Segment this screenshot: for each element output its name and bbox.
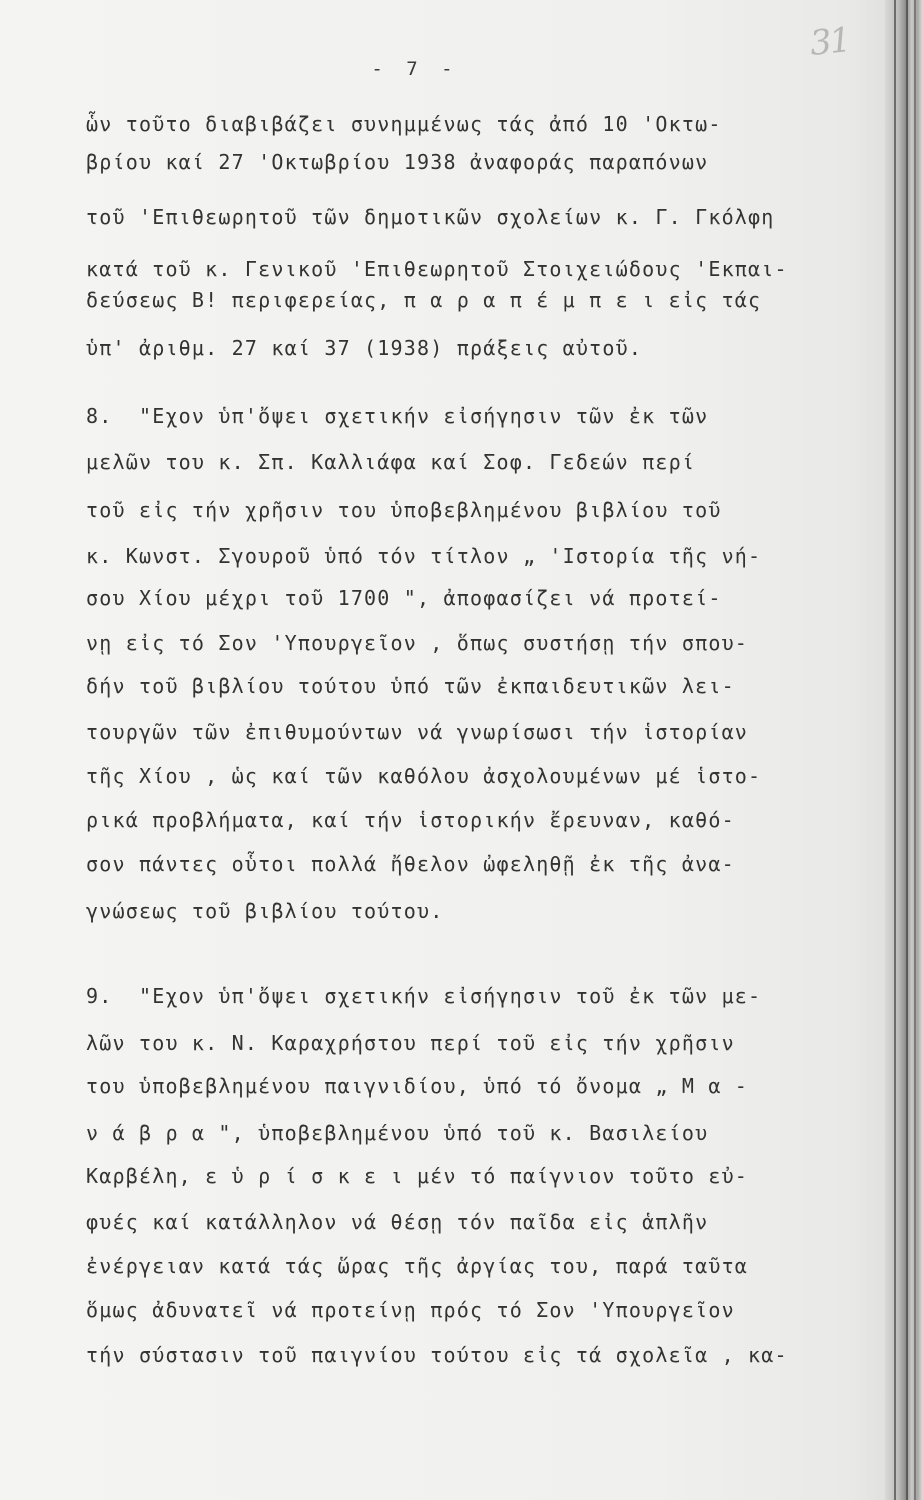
text-line: ὧν τοῦτο διαβιβάζει συνημμένως τάς ἀπό 10 'Οκτω- <box>86 112 722 136</box>
book-binding-edge <box>885 0 923 1500</box>
text-line: σον πάντες οὗτοι πολλά ἤθελον ὠφεληθῇ ἐκ τῆς ἀνα- <box>86 852 735 876</box>
text-line: Καρβέλη, ε ὑ ρ ί σ κ ε ι μέν τό παίγνιον τοῦτο εὐ- <box>86 1164 749 1188</box>
text-line: του ὑποβεβλημένου παιγνιδίου, ὑπό τό ὄνομα „ Μ α - <box>86 1074 749 1098</box>
text-line: φυές καί κατάλληλον νά θέσῃ τόν παῖδα εἰς ἁπλῆν <box>86 1210 709 1234</box>
text-line: ρικά προβλήματα, καί τήν ἱστορικήν ἔρευναν, καθό- <box>86 808 735 832</box>
text-line: τήν σύστασιν τοῦ παιγνίου τούτου εἰς τά σχολεῖα , κα- <box>86 1343 788 1367</box>
text-line: 9. "Εχον ὑπ'ὄψει σχετικήν εἰσήγησιν τοῦ ἐκ τῶν με- <box>86 984 762 1008</box>
text-line: τοῦ εἰς τήν χρῆσιν του ὑποβεβλημένου βιβλίου τοῦ <box>86 498 722 522</box>
text-line: τοῦ 'Επιθεωρητοῦ τῶν δημοτικῶν σχολείων κ. Γ. Γκόλφη <box>86 205 775 229</box>
text-line: σου Χίου μέχρι τοῦ 1700 ", ἀποφασίζει νά προτεί- <box>86 586 722 610</box>
text-line: βρίου καί 27 'Οκτωβρίου 1938 ἀναφοράς παραπόνων <box>86 150 709 174</box>
text-line: ν ά β ρ α ", ὑποβεβλημένου ὑπό τοῦ κ. Βασιλείου <box>86 1121 709 1145</box>
handwritten-folio-number: 31 <box>808 20 852 64</box>
text-line: νῃ εἰς τό Σον 'Υπουργεῖον , ὅπως συστήσῃ τήν σπου- <box>86 631 749 655</box>
text-line: ὑπ' ἀριθμ. 27 καί 37 (1938) πράξεις αὐτοῦ. <box>86 336 643 360</box>
text-line: 8. "Εχον ὑπ'ὄψει σχετικήν εἰσήγησιν τῶν ἐκ τῶν <box>86 404 709 428</box>
text-line: δήν τοῦ βιβλίου τούτου ὑπό τῶν ἐκπαιδευτικῶν λει- <box>86 674 735 698</box>
text-line: τῆς Χίου , ὡς καί τῶν καθόλου ἀσχολουμένων μέ ἱστο- <box>86 764 762 788</box>
binding-line <box>914 0 916 1500</box>
text-line: τουργῶν τῶν ἐπιθυμούντων νά γνωρίσωσι τήν ἱστορίαν <box>86 720 749 744</box>
text-line: κ. Κωνστ. Σγουροῦ ὑπό τόν τίτλον „ 'Ιστορία τῆς νή- <box>86 544 762 568</box>
binding-line <box>894 0 896 1500</box>
text-line: δεύσεως Β! περιφερείας, π α ρ α π έ μ π ε ι εἰς τάς <box>86 288 762 312</box>
text-line: λῶν του κ. Ν. Καραχρήστου περί τοῦ εἰς τήν χρῆσιν <box>86 1031 735 1055</box>
page-number: - 7 - <box>371 58 459 80</box>
text-line: ἐνέργειαν κατά τάς ὥρας τῆς ἀργίας του, παρά ταῦτα <box>86 1254 749 1278</box>
text-line: μελῶν του κ. Σπ. Καλλιάφα καί Σοφ. Γεδεών περί <box>86 450 696 474</box>
text-line: κατά τοῦ κ. Γενικοῦ 'Επιθεωρητοῦ Στοιχειώδους 'Εκπαι- <box>86 257 788 281</box>
text-line: γνώσεως τοῦ βιβλίου τούτου. <box>86 899 444 923</box>
binding-line <box>906 0 908 1500</box>
text-line: ὅμως ἀδυνατεῖ νά προτείνῃ πρός τό Σον 'Υπουργεῖον <box>86 1298 735 1322</box>
